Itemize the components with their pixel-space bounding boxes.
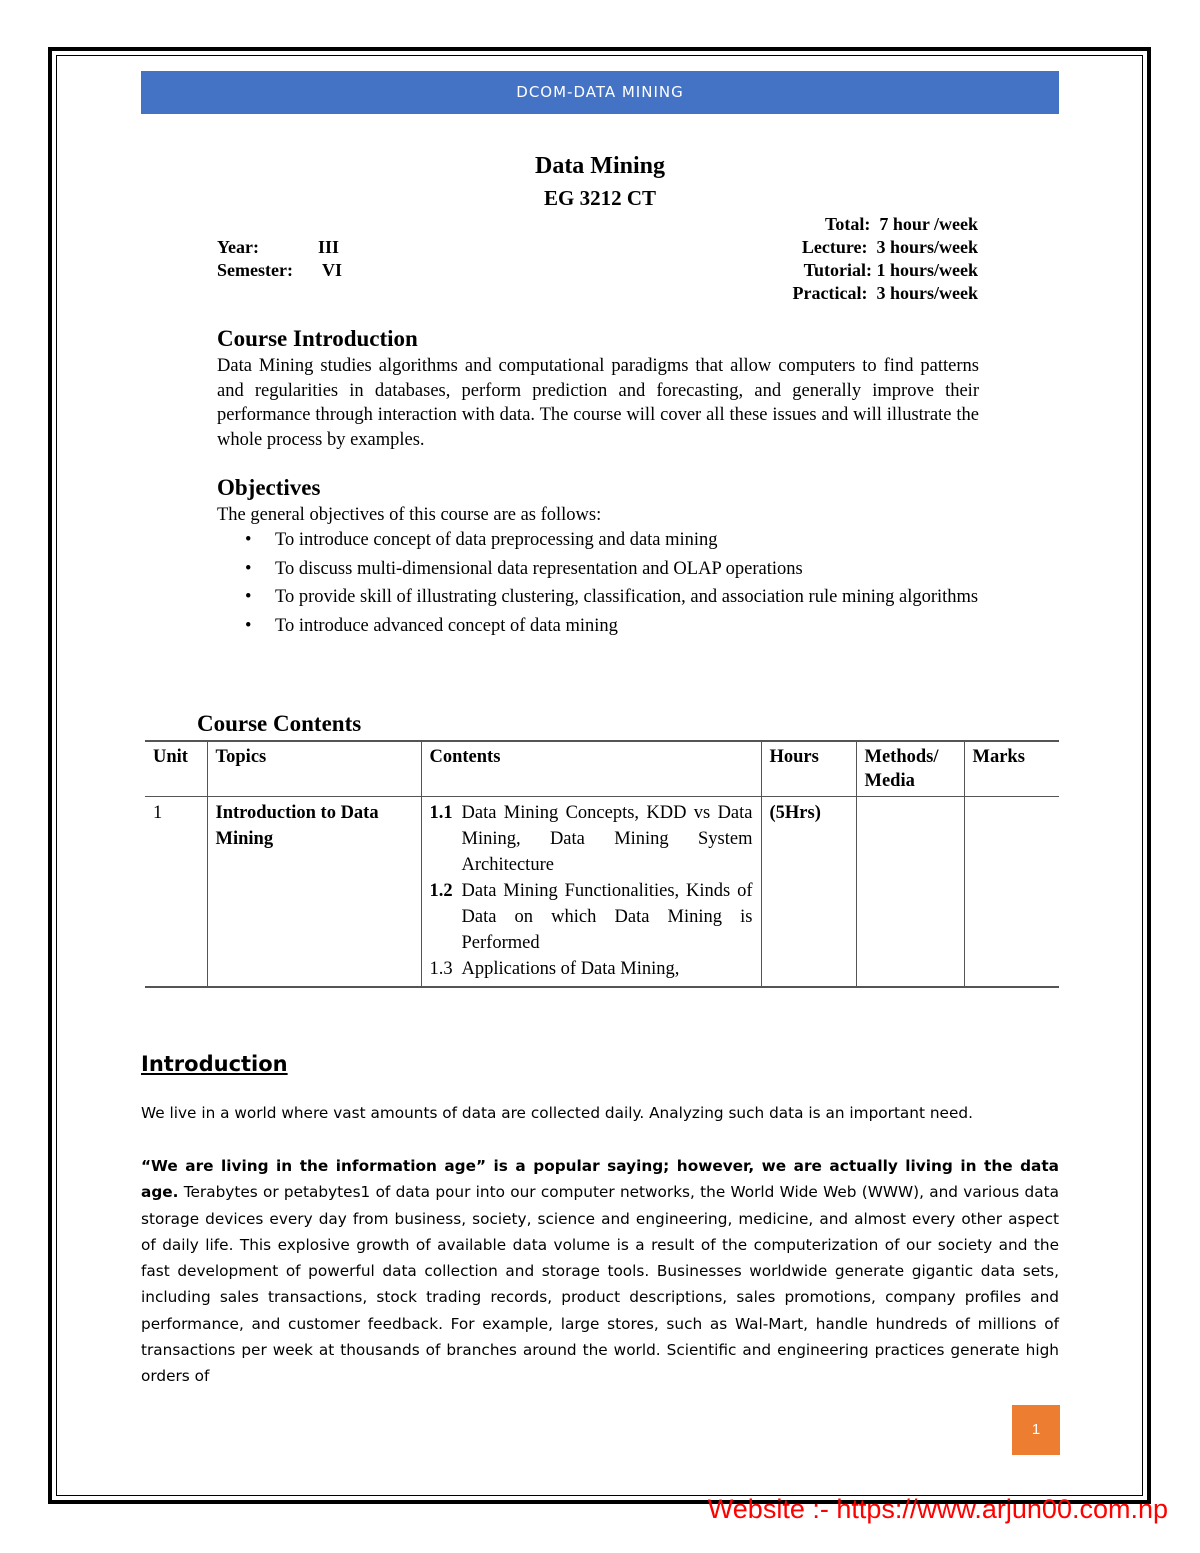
objective-item: • To introduce advanced concept of data mining [217, 612, 979, 641]
contents-item: 1.2 Data Mining Functionalities, Kinds of Data on which Data Mining is Performed [429, 881, 753, 953]
hours-total [825, 214, 978, 235]
objective-item: • To introduce concept of data preprocessing and data mining [217, 526, 979, 555]
introduction-para2-text: Terabytes or petabytes1 of data pour into our computer networks, the World Wide Web (WWW), and various data storage devices every day from business, society, science and engineering, medicine, and almost every other aspect of daily life. This explosive growth of available data volume is a result of the computerization of our society and the fast development of powerful data collection and storage tools. Businesses worldwide generate gigantic data sets, including sales transactions, stock trading records, product descriptions, sales promotions, company profiles and performance, and customer feedback. For example, large stores, such as Wal-Mart, handle hundreds of millions of transactions per week at thousands of branches around the world. Scientific and engineering practices generate high orders of [141, 1183, 1059, 1386]
contents-item: 1.1 Data Mining Concepts, KDD vs Data Mining, Data Mining System Architecture [429, 803, 753, 875]
hours-practical-label: Practical: [792, 283, 868, 303]
col-header-methods: Methods/ Media [856, 741, 964, 797]
hours-practical [793, 283, 978, 304]
hours-lecture-value: 3 hours/week [876, 237, 978, 257]
bullet-icon: • [245, 587, 252, 607]
col-header-hours: Hours [761, 741, 856, 797]
hours-lecture [802, 237, 978, 258]
hours-practical-value: 3 hours/week [876, 283, 978, 303]
hours-tutorial [804, 260, 978, 281]
year-value: III [318, 237, 340, 257]
objectives-lead: The general objectives of this course are as follows: [217, 505, 602, 525]
objectives-heading: Objectives [217, 475, 321, 500]
bullet-icon: • [245, 530, 252, 550]
objective-item: • To provide skill of illustrating clustering, classification, and association rule mining algorithms [217, 583, 979, 612]
page-number: 1 [1012, 1405, 1060, 1455]
cell-contents [421, 797, 761, 988]
cell-unit: 1 [145, 797, 207, 988]
website-watermark: Website :- https://www.arjun00.com.np [707, 1494, 1168, 1524]
course-contents-table [145, 740, 1059, 988]
table-row [145, 797, 1059, 988]
introduction-para2-bold: “We are living in the information age” is a popular saying; however, we are actually living in the data age. [141, 1157, 1059, 1202]
col-header-topics: Topics [207, 741, 421, 797]
course-intro-text: Data Mining studies algorithms and computational paradigms that allow computers to find patterns and regularities in databases, perform prediction and forecasting, and generally improve their performance through interaction with data. The course will cover all these issues and will illustrate the whole process by examples. [217, 356, 979, 450]
introduction-heading: Introduction [141, 1052, 288, 1076]
course-code: EG 3212 CT [543, 186, 656, 210]
course-title: Data Mining [534, 153, 665, 179]
header-bar: DCOM-DATA MINING [141, 71, 1059, 114]
bullet-icon: • [245, 615, 252, 636]
objectives-list [217, 526, 979, 640]
semester-value: VI [322, 260, 343, 280]
cell-hours: (5Hrs) [761, 797, 856, 988]
table-header-row [145, 741, 1059, 797]
cell-marks [964, 797, 1059, 988]
semester-label: Semester: [217, 260, 293, 280]
bullet-icon: • [245, 558, 252, 579]
col-header-unit: Unit [145, 741, 207, 797]
cell-methods [856, 797, 964, 988]
introduction-para1: We live in a world where vast amounts of data are collected daily. Analyzing such data is an important need. [141, 1104, 973, 1122]
hours-tutorial-label: Tutorial: [803, 260, 872, 280]
contents-item: 1.3 Applications of Data Mining, [429, 959, 680, 979]
objective-item: • To discuss multi-dimensional data representation and OLAP operations [217, 555, 979, 584]
hours-total-label: Total: [824, 214, 871, 234]
cell-topic: Introduction to Data Mining [207, 797, 421, 988]
col-header-marks: Marks [964, 741, 1059, 797]
hours-total-value: 7 hour /week [879, 214, 978, 234]
introduction-para2 [141, 1153, 1059, 1390]
hours-tutorial-value: 1 hours/week [876, 260, 978, 280]
course-intro-heading: Course Introduction [217, 326, 418, 351]
hours-lecture-label: Lecture: [801, 237, 868, 257]
col-header-contents: Contents [421, 741, 761, 797]
course-contents-heading: Course Contents [197, 711, 362, 736]
year-label: Year: [217, 237, 259, 257]
